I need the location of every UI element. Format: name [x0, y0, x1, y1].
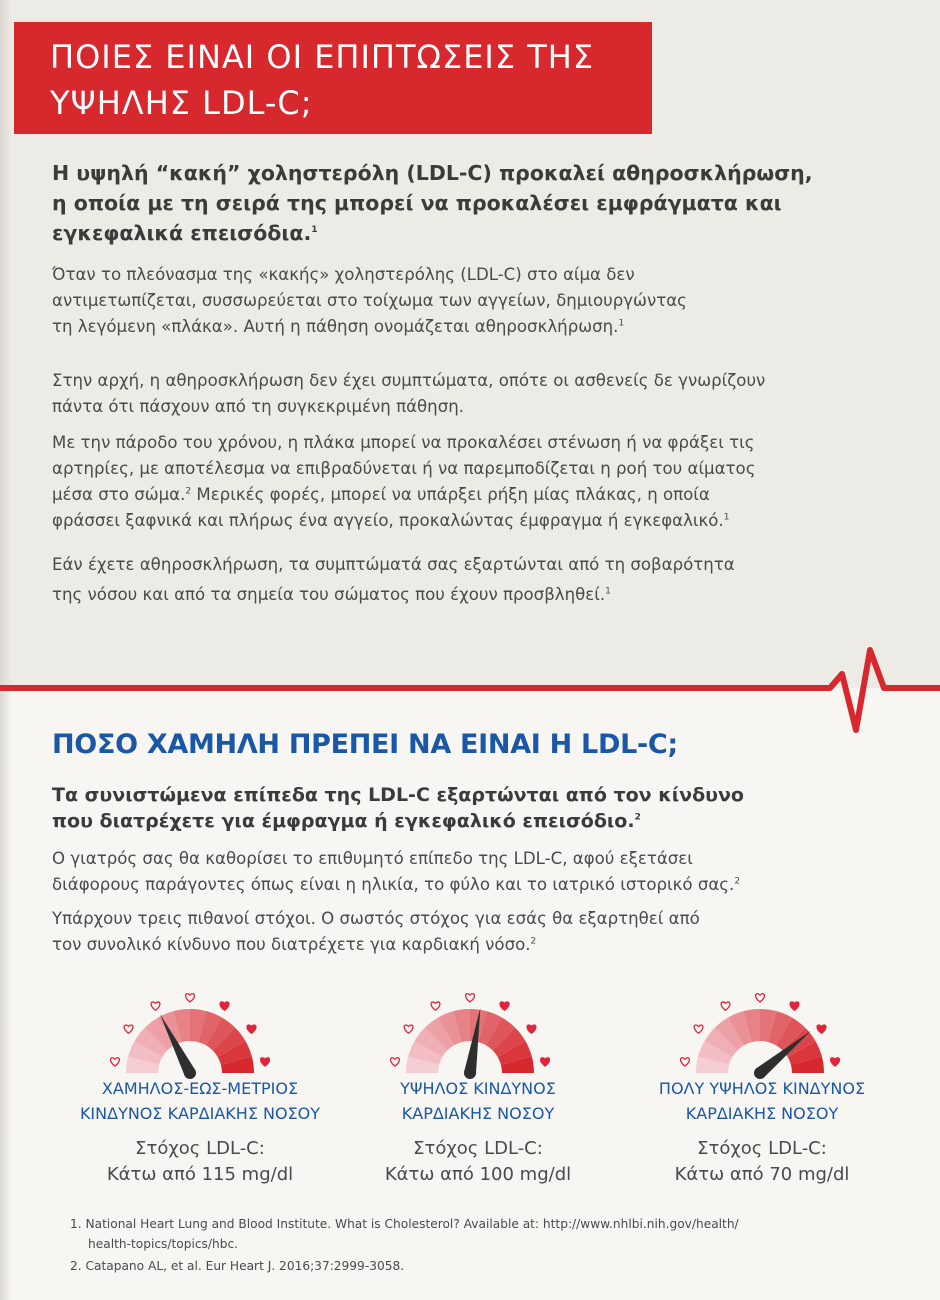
section1-paragraph-2: [52, 368, 892, 420]
risk-label-line: ΚΑΡΔΙΑΚΗΣ ΝΟΣΟΥ: [685, 1104, 839, 1123]
footnote-ref: 2: [530, 936, 537, 947]
section1-title-line1: ΠΟΙΕΣ ΕΙΝΑΙ ΟΙ ΕΠΙΠΤΩΣΕΙΣ ΤΗΣ: [50, 38, 595, 76]
section1-paragraph-1: [52, 262, 892, 340]
heart-icon: [500, 1002, 509, 1010]
heart-icon: [390, 1058, 399, 1066]
target-line: Κάτω από 100 mg/dl: [384, 1164, 572, 1185]
heart-icon: [790, 1002, 799, 1010]
paragraph-line: Εάν έχετε αθηροσκλήρωση, τα συμπτώματά σας εξαρτώνται από τη σοβαρότητα: [52, 555, 735, 574]
risk-gauge-icon: [110, 978, 270, 1088]
heart-icon: [186, 994, 195, 1002]
paragraph-line: αρτηρίες, με αποτέλεσμα να επιβραδύνεται ή να παρεμποδίζεται η ροή του αίματος: [52, 459, 756, 478]
paragraph-line: Με την πάροδο του χρόνου, η πλάκα μπορεί να προκαλέσει στένωση ή να φράξει τις: [52, 433, 755, 452]
heart-icon: [756, 994, 765, 1002]
paragraph-line: πάντα ότι πάσχουν από τη συγκεκριμένη πάθηση.: [52, 397, 465, 416]
section1-title: [50, 34, 650, 126]
heart-icon: [817, 1025, 826, 1033]
paragraph-line: Ο γιατρός σας θα καθορίσει το επιθυμητό επίπεδο της LDL-C, αφού εξετάσει: [52, 849, 693, 868]
section1-paragraph-3: [52, 430, 892, 534]
heart-icon: [261, 1058, 270, 1066]
target-line: Κάτω από 70 mg/dl: [674, 1164, 850, 1185]
heart-icon: [404, 1025, 413, 1033]
footnote-ref: 1: [605, 586, 611, 597]
lead-line: Η υψηλή “κακή” χοληστερόλη (LDL-C) προκαλεί αθηροσκλήρωση,: [52, 161, 813, 185]
reference-1: [70, 1214, 870, 1254]
heart-icon: [110, 1058, 119, 1066]
heart-icon: [151, 1002, 160, 1010]
paragraph-line: Υπάρχουν τρεις πιθανοί στόχοι. Ο σωστός στόχος για εσάς θα εξαρτηθεί από: [52, 909, 700, 928]
risk-label-line: ΚΑΡΔΙΑΚΗΣ ΝΟΣΟΥ: [401, 1104, 555, 1123]
target-line: Κάτω από 115 mg/dl: [106, 1164, 294, 1185]
footnote-ref: 1: [723, 512, 730, 523]
paragraph-line: [52, 508, 892, 534]
paragraph-line: [52, 482, 892, 508]
section1-paragraph-4: [52, 552, 892, 608]
reference-line: health-topics/topics/hbc.: [88, 1237, 239, 1251]
risk-label-low-moderate: [50, 1076, 350, 1126]
paragraph-text: φράσσει ξαφνικά και πλήρως ένα αγγείο, προκαλώντας έμφραγμα ή εγκεφαλικό.: [52, 511, 724, 530]
paragraph-text: τον συνολικό κίνδυνο που διατρέχετε για καρδιακή νόσο.: [52, 935, 531, 954]
heart-icon: [694, 1025, 703, 1033]
paragraph-text: τη λεγόμενη «πλάκα». Αυτή η πάθηση ονομάζεται αθηροσκλήρωση.: [52, 317, 619, 336]
heart-icon: [431, 1002, 440, 1010]
reference-2: 2. Catapano AL, et al. Eur Heart J. 2016;37:2999-3058.: [70, 1259, 405, 1273]
lead-line: Τα συνιστώμενα επίπεδα της LDL-C εξαρτώνται από τον κίνδυνο: [52, 784, 744, 806]
section1-lead: [52, 158, 882, 248]
paragraph-line: [52, 582, 892, 608]
lead-line: [52, 808, 882, 834]
ldl-target-high: [328, 1136, 628, 1188]
paragraph-line: Όταν το πλεόνασμα της «κακής» χοληστερόλης (LDL-C) στο αίμα δεν: [52, 265, 635, 284]
paragraph-text: διάφορους παράγοντες όπως είναι η ηλικία, το φύλο και το ιατρικό ιστορικό σας.: [52, 875, 735, 894]
heart-icon: [831, 1058, 840, 1066]
footnote-ref: 2: [185, 486, 192, 497]
risk-label-line: ΥΨΗΛΟΣ ΚΙΝΔΥΝΟΣ: [400, 1079, 556, 1098]
risk-gauge-icon: [680, 978, 840, 1088]
paragraph-text: μέσα στο σώμα.: [52, 485, 186, 504]
risk-label-high: [328, 1076, 628, 1126]
lead-line: [52, 218, 882, 248]
heart-icon: [466, 994, 475, 1002]
section1-title-line2: ΥΨΗΛΗΣ LDL-C;: [50, 84, 313, 122]
heart-icon: [541, 1058, 550, 1066]
section2-paragraph-1: [52, 846, 892, 898]
ldl-target-low-moderate: [50, 1136, 350, 1188]
risk-label-line: ΠΟΛΥ ΥΨΗΛΟΣ ΚΙΝΔΥΝΟΣ: [658, 1079, 866, 1098]
footnote-ref: 1: [311, 225, 318, 236]
heart-icon: [527, 1025, 536, 1033]
reference-line: 1. National Heart Lung and Blood Institute. What is Cholesterol? Available at: http://www.nhlbi.nih.gov/health/: [70, 1217, 739, 1231]
heart-icon: [680, 1058, 689, 1066]
section2-paragraph-2: [52, 906, 892, 958]
paragraph-line: [52, 872, 892, 898]
risk-label-line: ΧΑΜΗΛΟΣ-ΕΩΣ-ΜΕΤΡΙΟΣ: [101, 1079, 299, 1098]
paragraph-line: [52, 314, 892, 340]
paragraph-line: Στην αρχή, η αθηροσκλήρωση δεν έχει συμπτώματα, οπότε οι ασθενείς δε γνωρίζουν: [52, 371, 766, 390]
target-line: Στόχος LDL-C:: [413, 1138, 543, 1159]
lead-text: που διατρέχετε για έμφραγμα ή εγκεφαλικό επεισόδιο.: [52, 810, 635, 832]
footnote-ref: 1: [618, 318, 625, 329]
paragraph-text: της νόσου και από τα σημεία του σώματος που έχουν προσβληθεί.: [52, 585, 606, 604]
section2-lead: [52, 782, 882, 834]
paragraph-line: [52, 932, 892, 958]
footnote-ref: 2: [634, 812, 641, 823]
paragraph-line: αντιμετωπίζεται, συσσωρεύεται στο τοίχωμα των αγγείων, δημιουργώντας: [52, 291, 687, 310]
heart-icon: [247, 1025, 256, 1033]
ldl-target-very-high: [612, 1136, 912, 1188]
section2-title: ΠΟΣΟ ΧΑΜΗΛΗ ΠΡΕΠΕΙ ΝΑ ΕΙΝΑΙ Η LDL-C;: [52, 729, 678, 760]
footnote-ref: 2: [734, 876, 741, 887]
heart-icon: [220, 1002, 229, 1010]
paragraph-text: Μερικές φορές, μπορεί να υπάρξει ρήξη μίας πλάκας, η οποία: [191, 485, 710, 504]
risk-label-line: ΚΙΝΔΥΝΟΣ ΚΑΡΔΙΑΚΗΣ ΝΟΣΟΥ: [79, 1104, 321, 1123]
target-line: Στόχος LDL-C:: [135, 1138, 265, 1159]
heart-icon: [721, 1002, 730, 1010]
heart-icon: [124, 1025, 133, 1033]
risk-label-very-high: [612, 1076, 912, 1126]
lead-text: εγκεφαλικά επεισόδια.: [52, 221, 312, 245]
lead-line: η οποία με τη σειρά της μπορεί να προκαλέσει εμφράγματα και: [52, 191, 782, 215]
risk-gauge-icon: [390, 978, 550, 1088]
target-line: Στόχος LDL-C:: [697, 1138, 827, 1159]
